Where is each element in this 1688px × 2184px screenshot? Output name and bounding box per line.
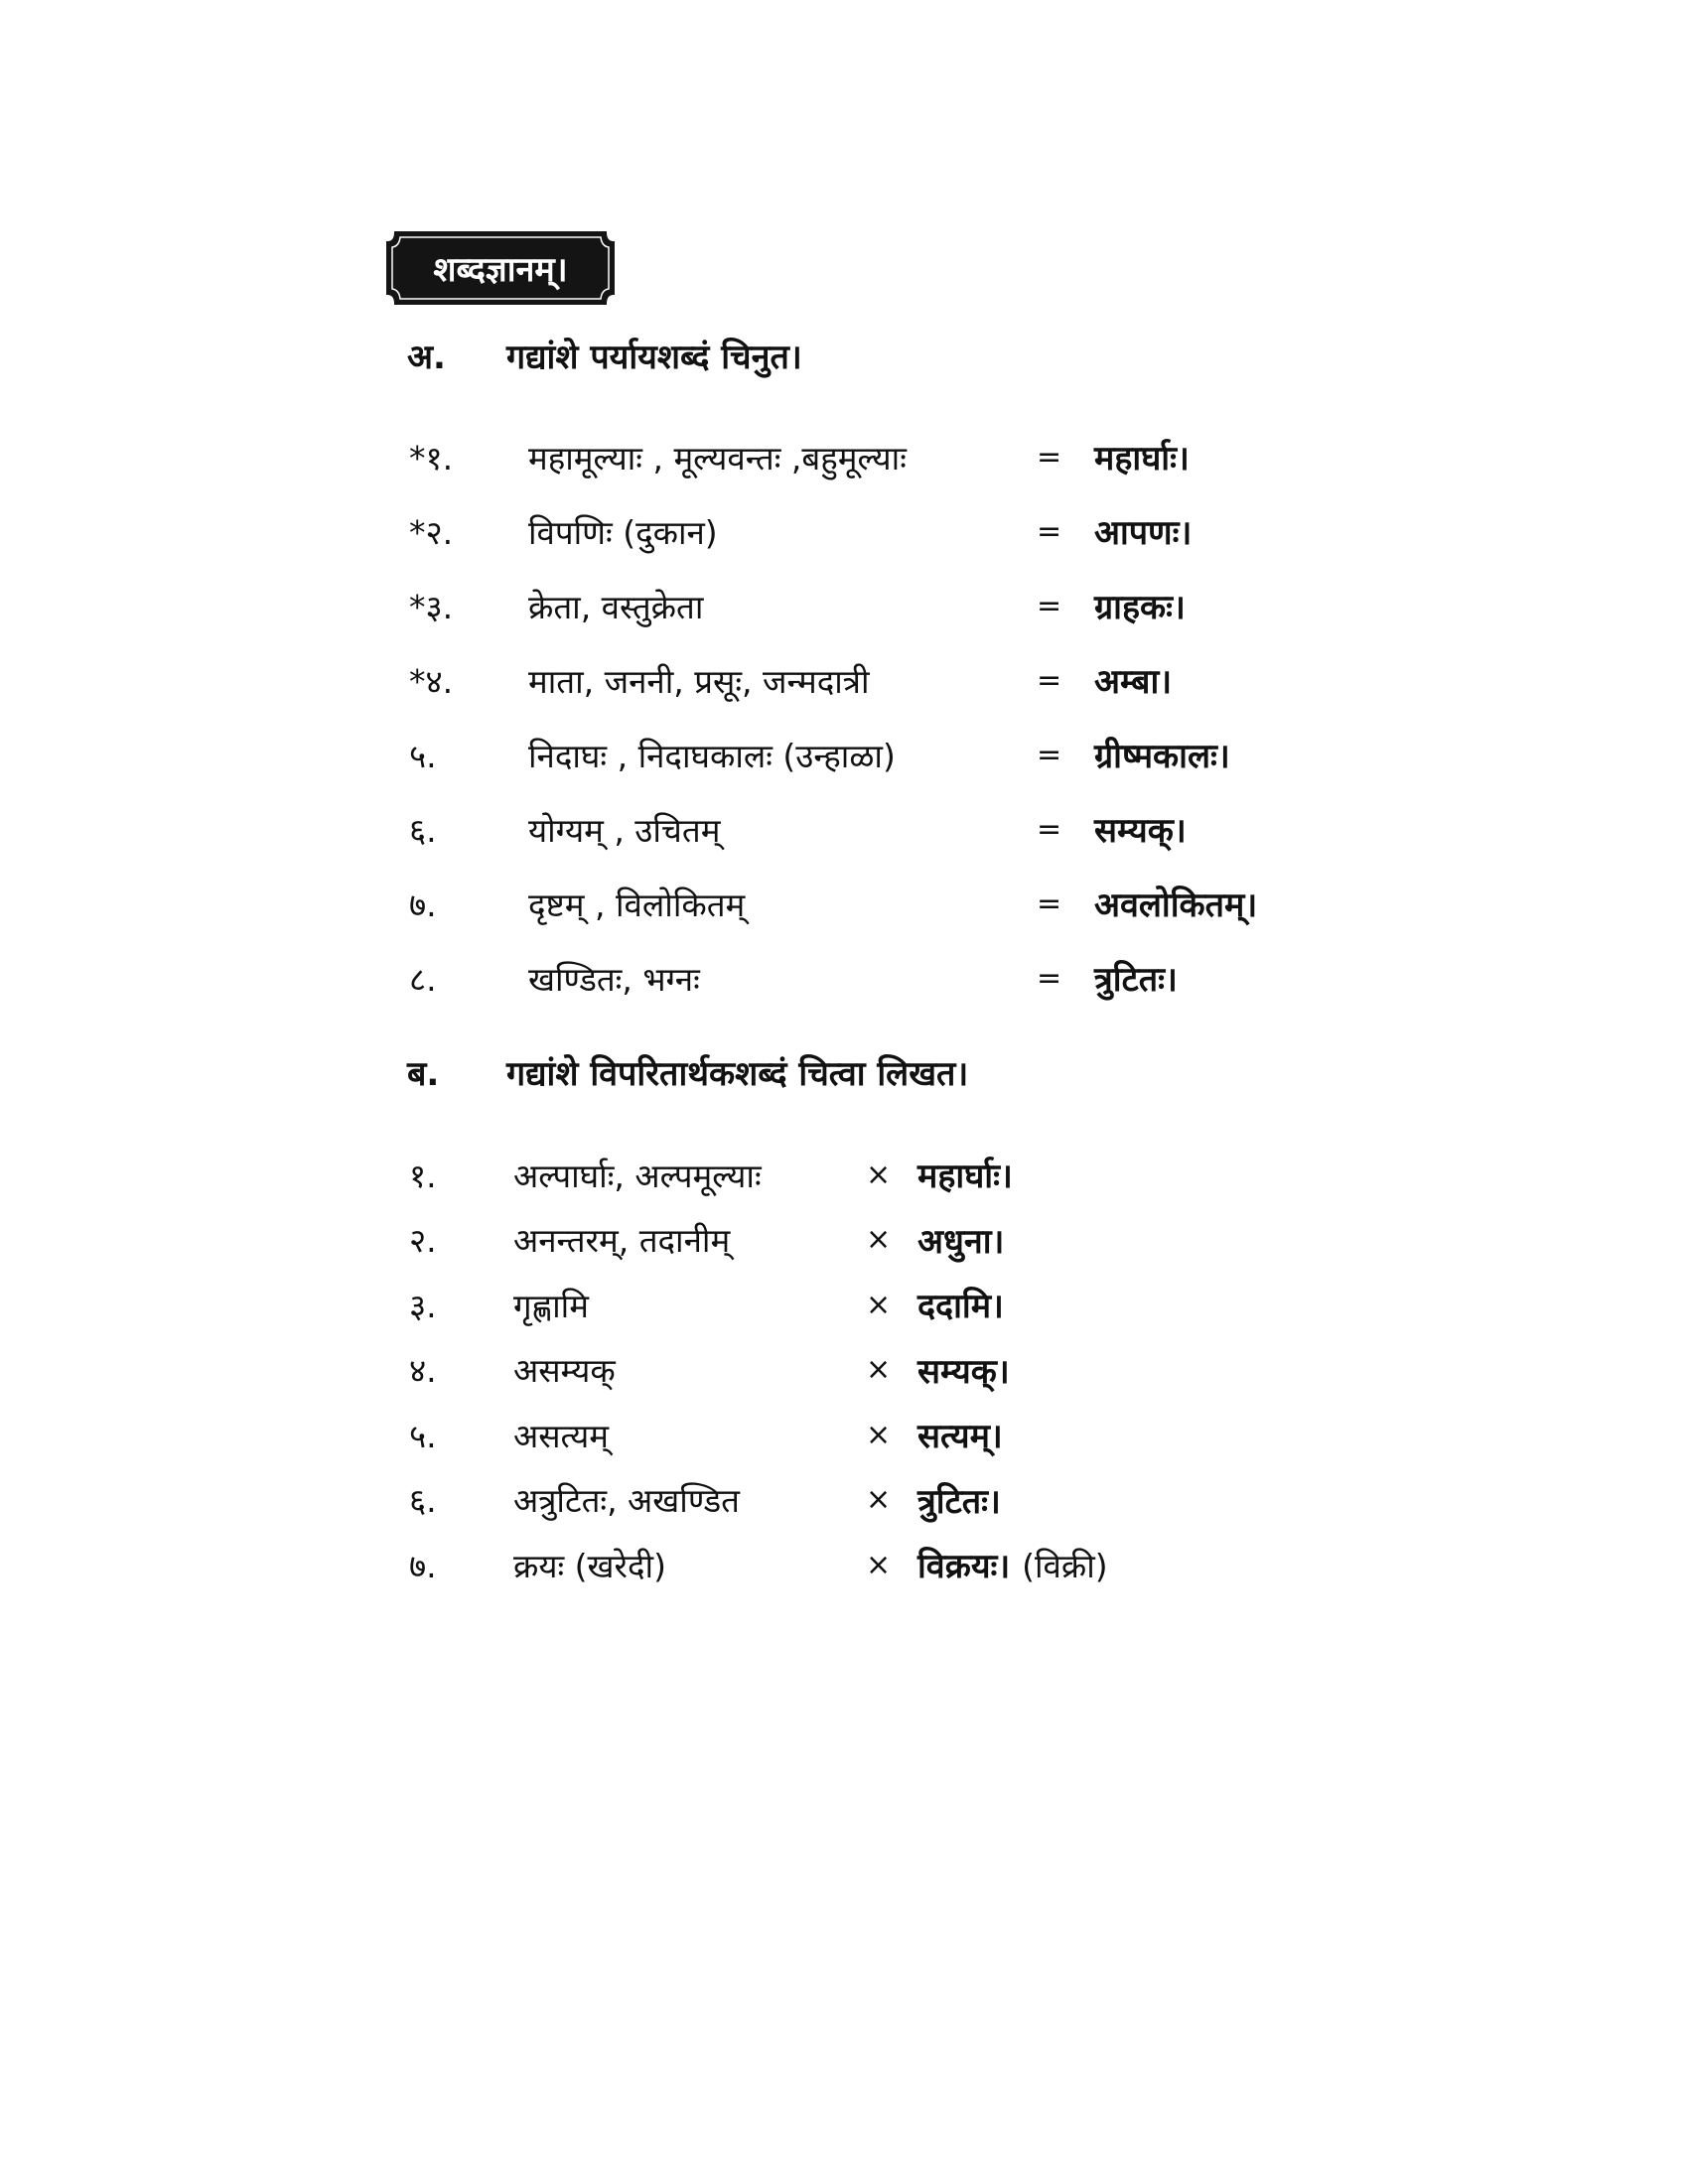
item-words: अनन्तरम्, तदानीम् — [513, 1221, 731, 1260]
item-answer — [917, 1477, 1001, 1523]
equals-sign: = — [1037, 439, 1062, 475]
times-sign: × — [866, 1157, 892, 1192]
item-words: खण्डितः, भग्नः — [528, 959, 700, 999]
item-answer-text: ग्राहकः। — [1094, 588, 1186, 627]
item-words: असम्यक् — [513, 1351, 616, 1390]
section-a-marker: अ. — [407, 338, 446, 377]
antonym-row — [409, 1275, 1184, 1334]
item-number: १. — [409, 1156, 437, 1195]
synonym-row — [409, 576, 1323, 635]
times-sign: × — [866, 1222, 892, 1257]
item-answer — [1094, 657, 1172, 703]
item-number: ८. — [409, 959, 437, 999]
item-number: ६. — [409, 1481, 437, 1520]
item-answer-text: सम्यक्। — [1094, 811, 1187, 851]
section-b-title — [407, 1044, 968, 1100]
synonym-row — [409, 725, 1323, 784]
item-answer-text: अम्बा। — [1094, 662, 1173, 702]
item-answer-text: सम्यक्। — [917, 1351, 1010, 1392]
item-answer-text: अवलोकितम्। — [1094, 886, 1258, 925]
section-b-instruction: गद्यांशे विपरितार्थकशब्दं चित्वा लिखत। — [506, 1054, 969, 1094]
antonym-row — [409, 1210, 1184, 1270]
item-words: असत्यम् — [513, 1416, 609, 1455]
synonym-row — [409, 874, 1323, 933]
item-answer — [917, 1542, 1108, 1587]
item-answer-text: महार्घाः। — [1094, 439, 1190, 478]
item-answer — [917, 1282, 1004, 1327]
section-heading-tag — [385, 230, 616, 306]
synonym-row — [409, 948, 1323, 1008]
equals-sign: = — [1037, 662, 1062, 698]
item-answer — [917, 1217, 1004, 1263]
item-answer — [1094, 508, 1192, 554]
item-answer-text: ददामि। — [917, 1287, 1004, 1326]
equals-sign: = — [1037, 588, 1062, 623]
item-answer-text: महार्घाः। — [917, 1157, 1013, 1196]
item-answer — [1094, 806, 1187, 852]
item-words: अत्रुटितः, अखण्डित — [513, 1481, 740, 1520]
item-words: गृह्णामि — [513, 1286, 589, 1325]
item-answer — [1094, 732, 1230, 777]
equals-sign: = — [1037, 737, 1062, 772]
item-answer — [1094, 881, 1257, 926]
item-words: विपणिः (दुकान) — [528, 512, 718, 552]
item-words: क्रयः (खरेदी) — [513, 1546, 666, 1585]
antonym-row — [409, 1470, 1184, 1530]
heading-text: शब्दज्ञानम्। — [433, 250, 568, 290]
antonym-row — [409, 1340, 1184, 1400]
item-words: निदाघः , निदाघकालः (उन्हाळा) — [528, 736, 896, 775]
times-sign: × — [866, 1547, 892, 1582]
item-number: ५. — [409, 736, 437, 775]
item-answer — [1094, 583, 1186, 628]
equals-sign: = — [1037, 886, 1062, 921]
item-words: क्रेता, वस्तुक्रेता — [528, 587, 704, 626]
synonym-row — [409, 427, 1323, 486]
item-answer — [917, 1152, 1013, 1197]
item-answer-text: विक्रयः। — [917, 1547, 1011, 1586]
equals-sign: = — [1037, 960, 1062, 996]
item-number: *३. — [409, 587, 454, 626]
item-answer — [917, 1347, 1010, 1393]
section-b-marker: ब. — [407, 1054, 440, 1094]
item-answer-note: (विक्री) — [1022, 1547, 1108, 1585]
item-answer-text: त्रुटितः। — [1094, 960, 1178, 1000]
synonym-row — [409, 650, 1323, 710]
times-sign: × — [866, 1417, 892, 1452]
item-number: ३. — [409, 1286, 437, 1325]
section-a-title — [407, 328, 802, 383]
antonym-row — [409, 1535, 1184, 1594]
item-words: महामूल्याः , मूल्यवन्तः ,बहुमूल्याः — [528, 438, 907, 478]
item-words: अल्पार्घाः, अल्पमूल्याः — [513, 1156, 762, 1195]
item-words: दृष्टम् , विलोकितम् — [528, 885, 746, 924]
item-answer — [917, 1412, 1003, 1457]
item-answer-text: अधुना। — [917, 1221, 1005, 1262]
section-a-instruction: गद्यांशे पर्यायशब्दं चिनुत। — [506, 338, 802, 377]
times-sign: × — [866, 1352, 892, 1387]
item-words: माता, जननी, प्रसूः, जन्मदात्री — [528, 661, 870, 701]
item-number: ५. — [409, 1416, 437, 1455]
item-words: योग्यम् , उचितम् — [528, 810, 721, 850]
item-number: ७. — [409, 885, 437, 924]
item-number: *२. — [409, 512, 454, 552]
equals-sign: = — [1037, 513, 1062, 549]
item-number: ६. — [409, 810, 437, 850]
times-sign: × — [866, 1287, 892, 1322]
item-answer-text: आपणः। — [1094, 513, 1193, 553]
item-number: *१. — [409, 438, 454, 478]
item-number: २. — [409, 1221, 437, 1260]
item-answer — [1094, 434, 1190, 479]
item-answer — [1094, 955, 1178, 1001]
equals-sign: = — [1037, 811, 1062, 847]
antonym-row — [409, 1405, 1184, 1464]
item-number: ७. — [409, 1546, 437, 1585]
item-answer-text: सत्यम्। — [917, 1417, 1003, 1456]
times-sign: × — [866, 1482, 892, 1517]
item-answer-text: त्रुटितः। — [917, 1481, 1001, 1522]
item-answer-text: ग्रीष्मकालः। — [1094, 737, 1230, 776]
synonym-row — [409, 501, 1323, 561]
antonym-row — [409, 1145, 1184, 1204]
item-number: ४. — [409, 1351, 437, 1390]
synonym-row — [409, 799, 1323, 859]
item-number: *४. — [409, 661, 454, 701]
